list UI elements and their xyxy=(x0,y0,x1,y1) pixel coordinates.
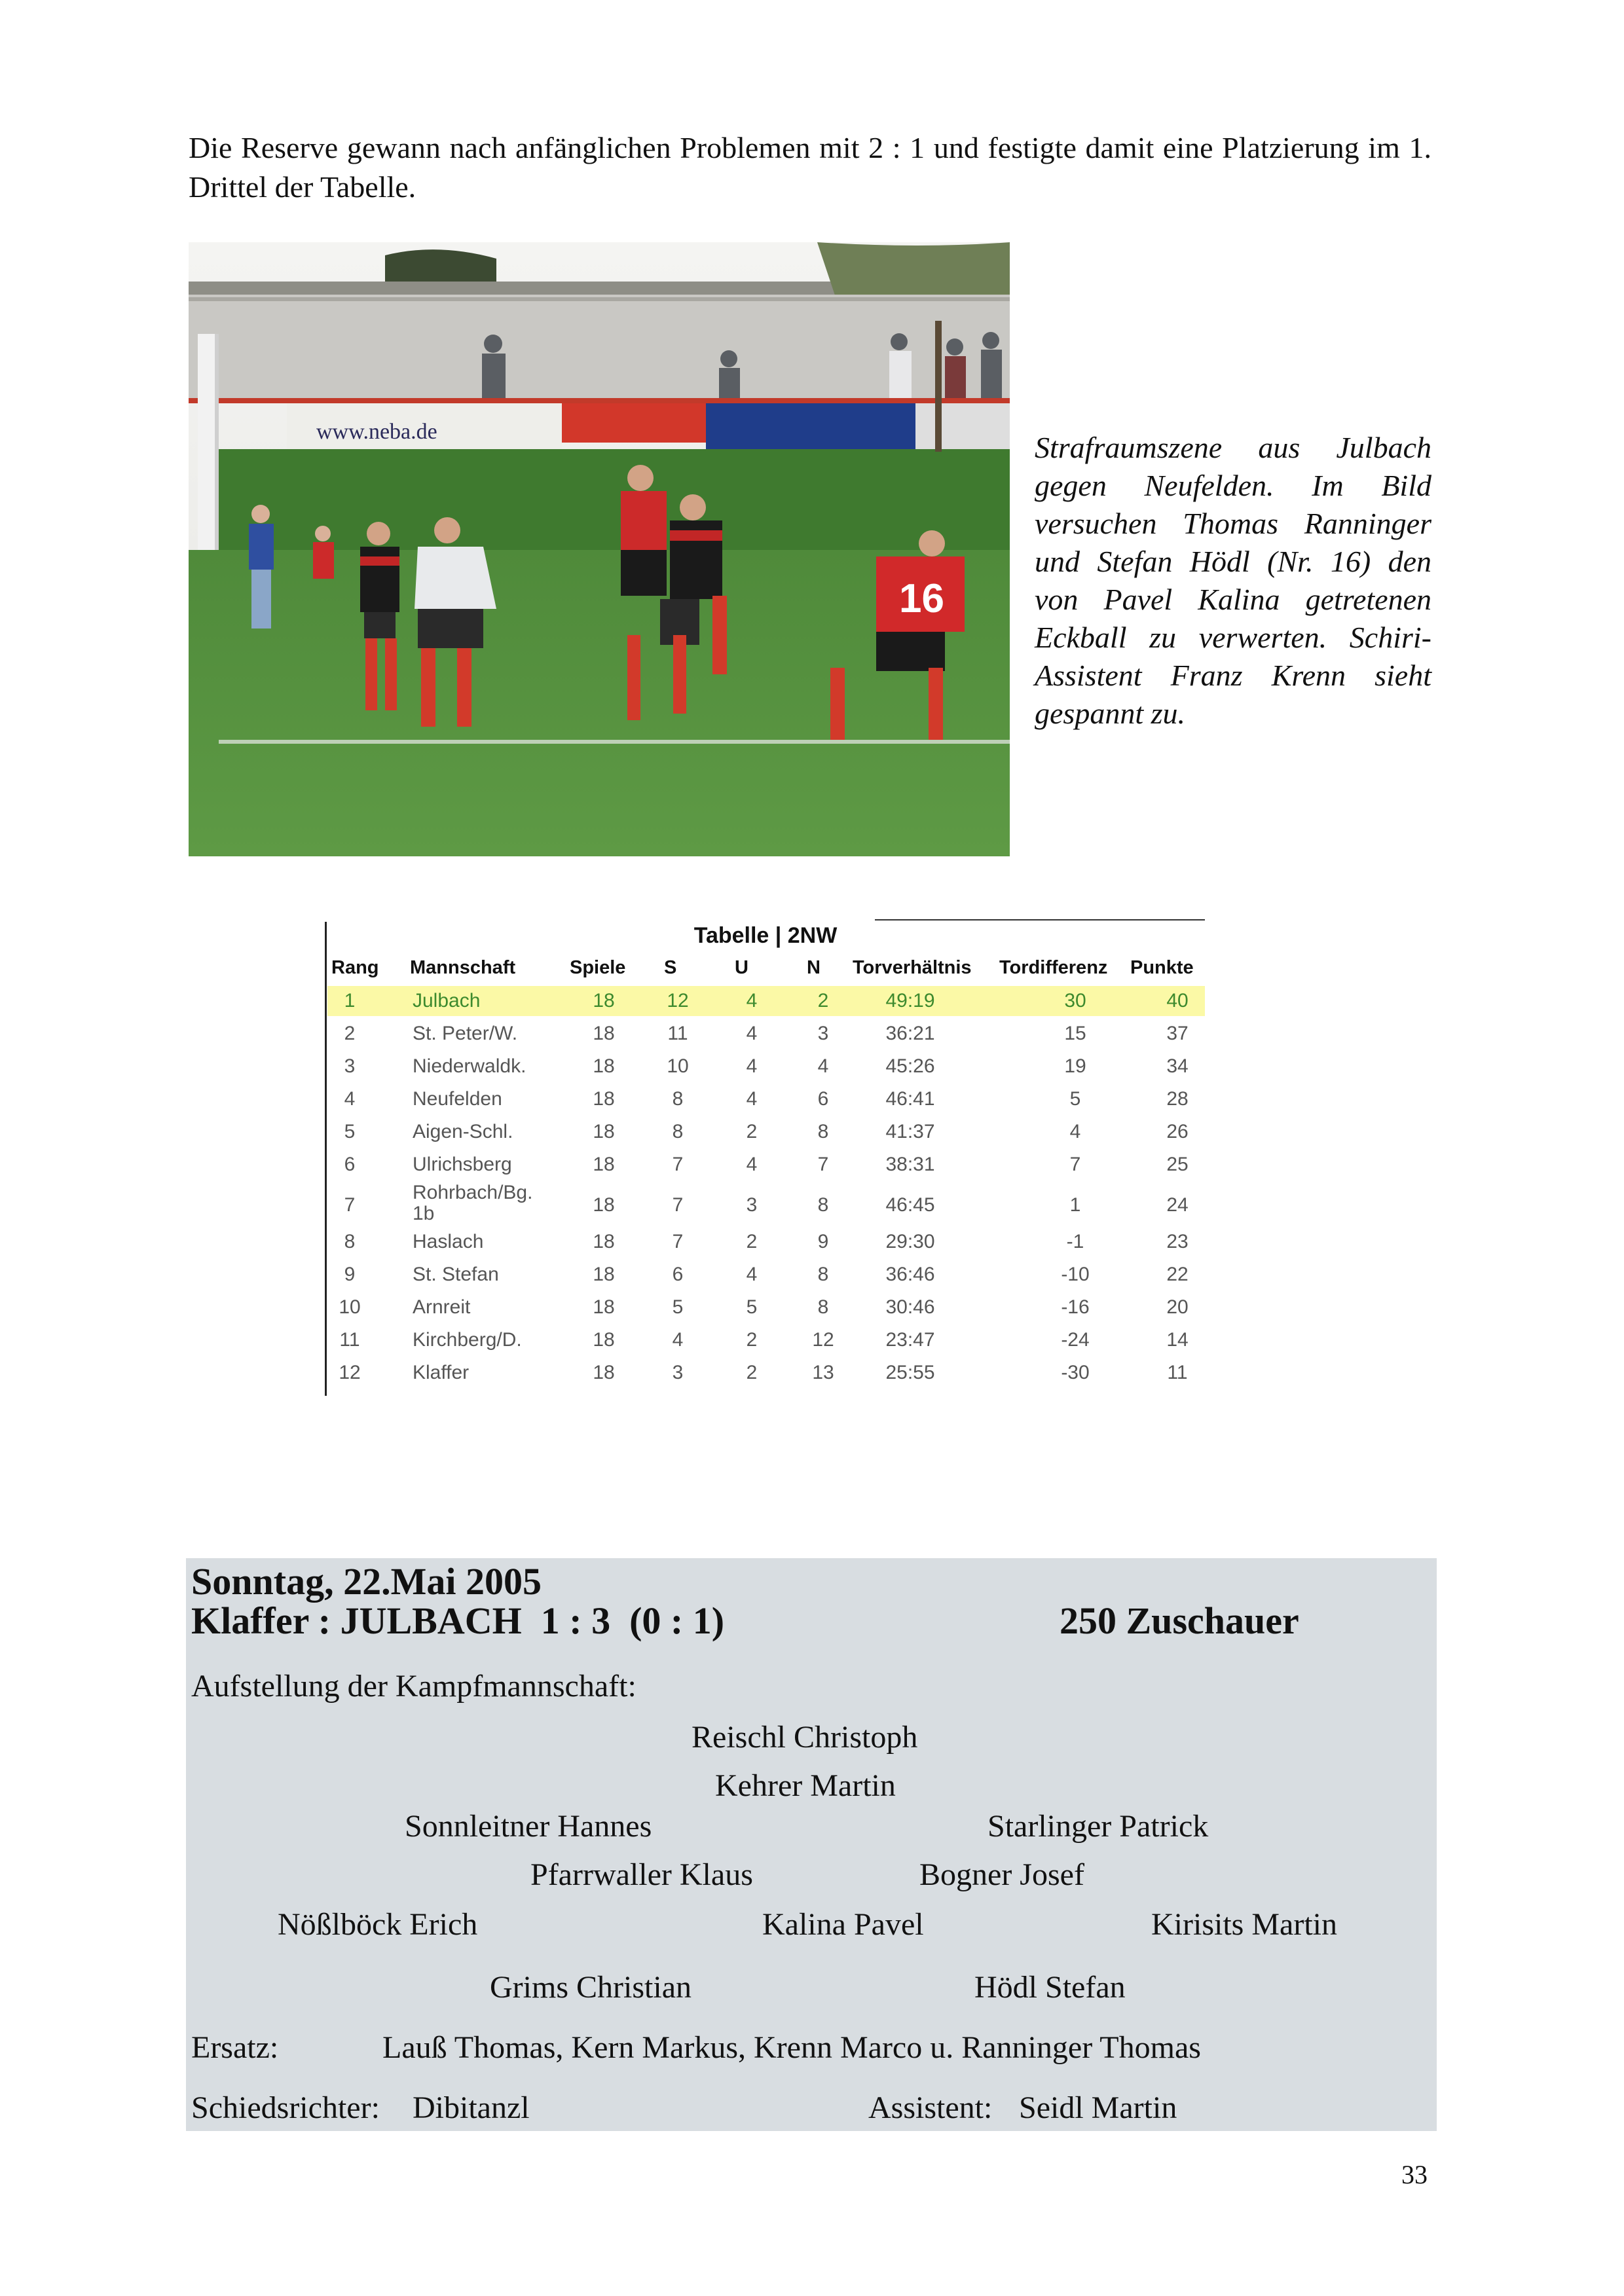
cell-n: 2 xyxy=(817,990,829,1011)
cell-s: 7 xyxy=(672,1194,684,1216)
cell-rang: 12 xyxy=(339,1362,361,1383)
cell-n: 4 xyxy=(817,1055,829,1077)
cell-punkte: 40 xyxy=(1166,990,1189,1011)
cell-rang: 4 xyxy=(344,1088,356,1110)
cell-u: 2 xyxy=(746,1329,758,1351)
cell-punkte: 11 xyxy=(1167,1362,1188,1383)
cell-punkte: 34 xyxy=(1166,1055,1189,1077)
match-photo xyxy=(189,242,1010,856)
cell-s: 10 xyxy=(667,1055,689,1077)
table-left-rule xyxy=(325,922,327,1396)
cell-torverhaeltnis: 38:31 xyxy=(885,1154,935,1175)
table-row xyxy=(327,1292,1205,1322)
cell-tordifferenz: 1 xyxy=(1069,1194,1081,1216)
cell-punkte: 23 xyxy=(1166,1231,1189,1252)
league-table xyxy=(325,917,1206,1400)
cell-tordifferenz: -30 xyxy=(1061,1362,1090,1383)
intro-paragraph: Die Reserve gewann nach anfänglichen Problemen mit 2 : 1 und festigte damit eine Platzierung im 1. Drittel der Tabelle. xyxy=(189,131,1431,204)
match-spectators: 250 Zuschauer xyxy=(1060,1599,1299,1642)
cell-u: 4 xyxy=(746,1055,758,1077)
player-mid-left: Pfarrwaller Klaus xyxy=(530,1857,753,1892)
cell-spiele: 18 xyxy=(593,1231,615,1252)
cell-mannschaft: St. Peter/W. xyxy=(413,1023,518,1044)
cell-rang: 1 xyxy=(344,990,356,1011)
cell-spiele: 18 xyxy=(593,1121,615,1142)
cell-torverhaeltnis: 46:45 xyxy=(885,1194,935,1216)
cell-mannschaft: Neufelden xyxy=(413,1088,502,1110)
cell-tordifferenz: 4 xyxy=(1069,1121,1081,1142)
table-row xyxy=(327,1084,1205,1114)
cell-tordifferenz: 30 xyxy=(1064,990,1086,1011)
cell-rang: 10 xyxy=(339,1296,361,1318)
header-n: N xyxy=(807,957,821,978)
cell-u: 5 xyxy=(746,1296,758,1318)
cell-s: 11 xyxy=(667,1023,688,1044)
table-row xyxy=(327,986,1205,1016)
cell-punkte: 28 xyxy=(1166,1088,1189,1110)
table-row xyxy=(327,1325,1205,1355)
cell-punkte: 22 xyxy=(1166,1264,1189,1285)
header-rang: Rang xyxy=(331,957,379,978)
player-wing-left: Nößlböck Erich xyxy=(278,1907,478,1942)
cell-torverhaeltnis: 30:46 xyxy=(885,1296,935,1318)
page-number: 33 xyxy=(1401,2160,1428,2189)
cell-tordifferenz: -1 xyxy=(1066,1231,1084,1252)
cell-rang: 2 xyxy=(344,1023,356,1044)
table-top-rule xyxy=(875,919,1205,920)
cell-mannschaft: Arnreit xyxy=(413,1296,471,1318)
cell-n: 6 xyxy=(817,1088,829,1110)
table-row xyxy=(327,1260,1205,1290)
cell-torverhaeltnis: 36:21 xyxy=(885,1023,935,1044)
cell-spiele: 18 xyxy=(593,1023,615,1044)
cell-n: 8 xyxy=(817,1121,829,1142)
match-report xyxy=(186,1558,1437,2131)
cell-mannschaft: St. Stefan xyxy=(413,1264,499,1285)
match-date: Sonntag, 22.Mai 2005 xyxy=(191,1560,542,1603)
cell-spiele: 18 xyxy=(593,1088,615,1110)
cell-n: 8 xyxy=(817,1296,829,1318)
header-u: U xyxy=(735,957,748,978)
cell-tordifferenz: 5 xyxy=(1069,1088,1081,1110)
table-row xyxy=(327,1358,1205,1388)
player-goalkeeper: Reischl Christoph xyxy=(692,1720,918,1755)
cell-rang: 8 xyxy=(344,1231,356,1252)
cell-u: 4 xyxy=(746,1264,758,1285)
cell-s: 3 xyxy=(672,1362,684,1383)
cell-u: 2 xyxy=(746,1362,758,1383)
cell-rang: 7 xyxy=(344,1194,356,1216)
cell-rang: 9 xyxy=(344,1264,356,1285)
player-def-left: Sonnleitner Hannes xyxy=(405,1809,652,1844)
cell-punkte: 20 xyxy=(1166,1296,1189,1318)
cell-torverhaeltnis: 25:55 xyxy=(885,1362,935,1383)
cell-u: 4 xyxy=(746,990,758,1011)
cell-s: 8 xyxy=(672,1121,684,1142)
cell-spiele: 18 xyxy=(593,1296,615,1318)
cell-u: 4 xyxy=(746,1023,758,1044)
table-row xyxy=(327,1150,1205,1180)
cell-spiele: 18 xyxy=(593,1264,615,1285)
cell-u: 4 xyxy=(746,1088,758,1110)
header-s: S xyxy=(664,957,677,978)
cell-n: 8 xyxy=(817,1194,829,1216)
jersey-number: 16 xyxy=(899,576,944,621)
cell-mannschaft: Haslach xyxy=(413,1231,484,1252)
cell-tordifferenz: -24 xyxy=(1061,1329,1090,1351)
cell-u: 2 xyxy=(746,1121,758,1142)
cell-s: 8 xyxy=(672,1088,684,1110)
cell-tordifferenz: -10 xyxy=(1061,1264,1090,1285)
table-row xyxy=(327,1227,1205,1257)
player-def-right: Starlinger Patrick xyxy=(987,1809,1209,1844)
cell-tordifferenz: 15 xyxy=(1064,1023,1086,1044)
banner-neba: www.neba.de xyxy=(316,420,437,444)
assistant-name: Seidl Martin xyxy=(1019,2090,1177,2125)
cell-spiele: 18 xyxy=(593,1055,615,1077)
cell-n: 13 xyxy=(812,1362,834,1383)
cell-punkte: 24 xyxy=(1166,1194,1189,1216)
cell-u: 4 xyxy=(746,1154,758,1175)
cell-n: 9 xyxy=(817,1231,829,1252)
cell-tordifferenz: 7 xyxy=(1069,1154,1081,1175)
photo-caption: Strafraumszene aus Julbach gegen Neufelden. Im Bild versuchen Thomas Ranninger und Stefan Hödl (Nr. 16) den von Pavel Kalina getretenen Eckball zu verwerten. Schiri-Assistent Franz Krenn sieht gespannt zu. xyxy=(1035,431,1431,730)
cell-rang: 6 xyxy=(344,1154,356,1175)
cell-mannschaft: Klaffer xyxy=(413,1362,470,1383)
cell-torverhaeltnis: 45:26 xyxy=(885,1055,935,1077)
subs-list: Lauß Thomas, Kern Markus, Krenn Marco u. Ranninger Thomas xyxy=(382,2030,1201,2065)
player-wing-right: Kirisits Martin xyxy=(1151,1907,1337,1942)
header-mannschaft: Mannschaft xyxy=(410,957,516,978)
table-title: Tabelle | 2NW xyxy=(693,923,838,948)
subs-label: Ersatz: xyxy=(191,2030,279,2065)
referee-name: Dibitanzl xyxy=(413,2090,530,2125)
cell-s: 12 xyxy=(667,990,689,1011)
cell-spiele: 18 xyxy=(593,1329,615,1351)
cell-spiele: 18 xyxy=(593,1362,615,1383)
cell-punkte: 37 xyxy=(1166,1023,1189,1044)
header-spiele: Spiele xyxy=(570,957,626,978)
cell-punkte: 25 xyxy=(1166,1154,1189,1175)
player-fwd-right: Hödl Stefan xyxy=(974,1970,1126,2005)
player-mid-right: Bogner Josef xyxy=(919,1857,1084,1892)
cell-s: 4 xyxy=(672,1329,684,1351)
table-row xyxy=(327,1019,1205,1049)
cell-spiele: 18 xyxy=(593,1154,615,1175)
cell-rang: 11 xyxy=(339,1329,360,1351)
cell-torverhaeltnis: 41:37 xyxy=(885,1121,935,1142)
cell-s: 7 xyxy=(672,1154,684,1175)
cell-mannschaft: Aigen-Schl. xyxy=(413,1121,513,1142)
referee-label: Schiedsrichter: xyxy=(191,2090,380,2125)
assistant-label: Assistent: xyxy=(868,2090,993,2125)
cell-torverhaeltnis: 29:30 xyxy=(885,1231,935,1252)
cell-tordifferenz: -16 xyxy=(1061,1296,1090,1318)
cell-mannschaft: Rohrbach/Bg. 1b xyxy=(413,1182,533,1224)
cell-punkte: 26 xyxy=(1166,1121,1189,1142)
cell-torverhaeltnis: 49:19 xyxy=(885,990,935,1011)
cell-u: 3 xyxy=(746,1194,758,1216)
cell-mannschaft: Ulrichsberg xyxy=(413,1154,512,1175)
cell-rang: 5 xyxy=(344,1121,356,1142)
cell-tordifferenz: 19 xyxy=(1064,1055,1086,1077)
player-libero: Kehrer Martin xyxy=(715,1768,896,1803)
cell-torverhaeltnis: 46:41 xyxy=(885,1088,935,1110)
cell-n: 8 xyxy=(817,1264,829,1285)
cell-s: 6 xyxy=(672,1264,684,1285)
player-center: Kalina Pavel xyxy=(762,1907,924,1942)
cell-mannschaft: Niederwaldk. xyxy=(413,1055,526,1077)
cell-u: 2 xyxy=(746,1231,758,1252)
cell-rang: 3 xyxy=(344,1055,356,1077)
cell-punkte: 14 xyxy=(1166,1329,1189,1351)
header-tordifferenz: Tordifferenz xyxy=(999,957,1108,978)
cell-mannschaft: Kirchberg/D. xyxy=(413,1329,522,1351)
cell-s: 5 xyxy=(672,1296,684,1318)
cell-n: 7 xyxy=(817,1154,829,1175)
cell-s: 7 xyxy=(672,1231,684,1252)
table-row xyxy=(327,1117,1205,1147)
table-row xyxy=(327,1051,1205,1082)
lineup-label: Aufstellung der Kampfmannschaft: xyxy=(191,1669,637,1704)
table-row xyxy=(327,1182,1205,1224)
cell-torverhaeltnis: 23:47 xyxy=(885,1329,935,1351)
cell-torverhaeltnis: 36:46 xyxy=(885,1264,935,1285)
header-punkte: Punkte xyxy=(1130,957,1194,978)
cell-n: 12 xyxy=(812,1329,834,1351)
cell-mannschaft: Julbach xyxy=(413,990,481,1011)
player-fwd-left: Grims Christian xyxy=(490,1970,692,2005)
header-torverhaeltnis: Torverhältnis xyxy=(853,957,972,978)
match-result: Klaffer : JULBACH 1 : 3 (0 : 1) xyxy=(191,1599,725,1642)
cell-n: 3 xyxy=(817,1023,829,1044)
cell-spiele: 18 xyxy=(593,990,615,1011)
cell-spiele: 18 xyxy=(593,1194,615,1216)
